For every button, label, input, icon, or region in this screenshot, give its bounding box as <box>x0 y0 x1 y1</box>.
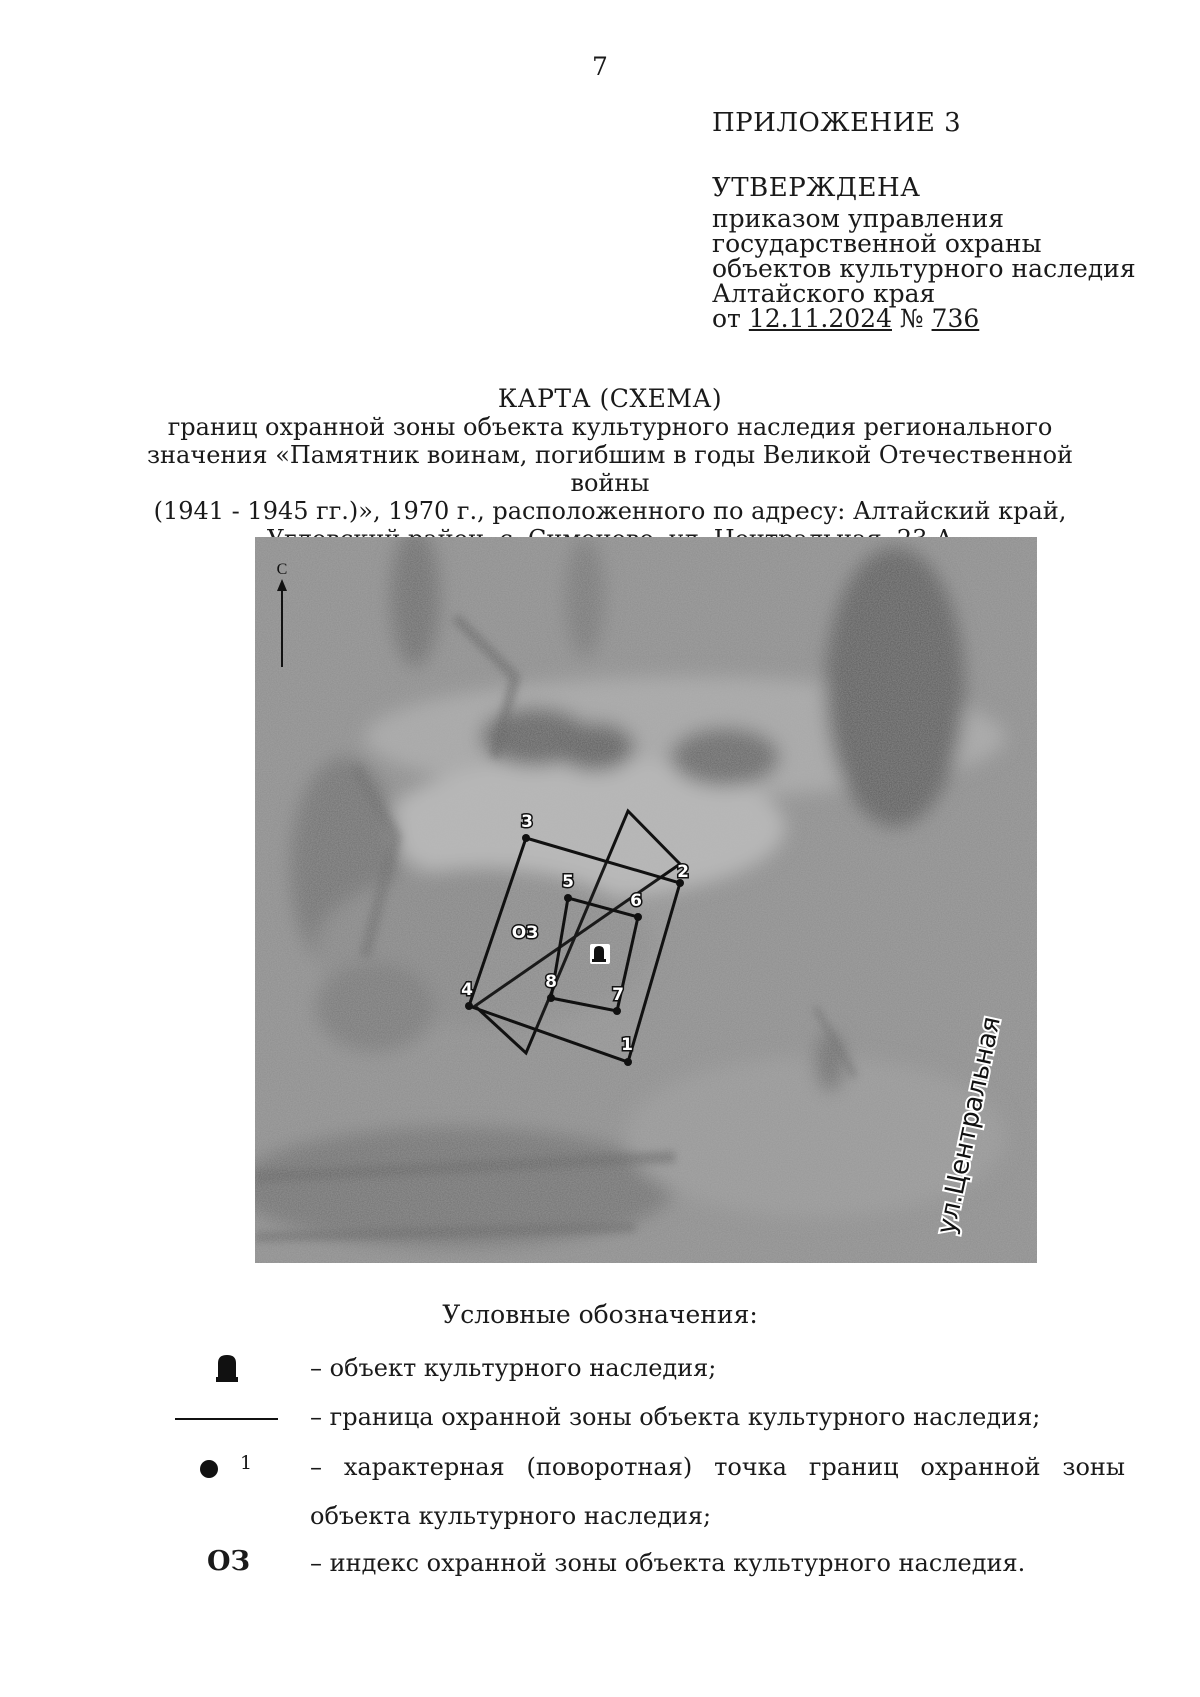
approval-line: государственной охраны <box>712 229 1042 258</box>
approval-line: объектов культурного наследия <box>712 254 1136 283</box>
map-scheme <box>255 537 1037 1263</box>
boundary-point-1 <box>624 1058 632 1066</box>
point-label-6: 6 <box>630 891 642 911</box>
approval-number: 736 <box>931 304 980 333</box>
date-prefix: от <box>712 304 749 333</box>
point-label-4: 4 <box>461 980 473 1000</box>
point-label-2: 2 <box>677 862 689 882</box>
legend-text-index: – индекс охранной зоны объекта культурного наследия. <box>310 1549 1026 1577</box>
point-marker-sample <box>200 1460 218 1478</box>
zone-index-label: ОЗ <box>511 923 539 943</box>
legend-text-point: – характерная (поворотная) точка границ охранной зоны объекта культурного наследия; <box>310 1453 1125 1530</box>
map-title-block <box>130 385 1090 553</box>
point-label-8: 8 <box>545 972 557 992</box>
boundary-point-8 <box>547 994 555 1002</box>
boundary-point-5 <box>564 894 572 902</box>
boundary-line-sample <box>175 1418 278 1420</box>
approval-heading: УТВЕРЖДЕНА <box>712 173 921 203</box>
appendix-label: ПРИЛОЖЕНИЕ 3 <box>712 108 962 138</box>
legend-heading: Условные обозначения: <box>442 1300 758 1329</box>
point-label-3: 3 <box>521 812 533 832</box>
map-description-line: (1941 - 1945 гг.)», 1970 г., расположенного по адресу: Алтайский край, <box>153 497 1067 525</box>
street-label: ул.Центральная <box>931 1013 1007 1237</box>
approval-block <box>712 173 1136 331</box>
legend-text-boundary: – граница охранной зоны объекта культурного наследия; <box>310 1403 1041 1431</box>
boundary-point-3 <box>522 834 530 842</box>
approval-date-line <box>712 306 1136 331</box>
point-label-7: 7 <box>612 985 624 1005</box>
monument-icon <box>590 944 610 964</box>
map-description-line: границ охранной зоны объекта культурного наследия регионального <box>167 413 1053 441</box>
point-label-1: 1 <box>621 1035 633 1055</box>
approval-line: приказом управления <box>712 204 1005 233</box>
number-sign: № <box>891 304 932 333</box>
legend-text-object: – объект культурного наследия; <box>310 1354 717 1382</box>
monument-icon <box>214 1352 240 1384</box>
page-number: 7 <box>592 52 608 81</box>
boundary-point-7 <box>613 1007 621 1015</box>
north-label: С <box>276 561 288 578</box>
zone-index-sample: ОЗ <box>207 1546 250 1577</box>
approval-line: Алтайского края <box>712 279 936 308</box>
boundary-point-4 <box>465 1002 473 1010</box>
point-number-sample: 1 <box>240 1452 253 1474</box>
map-title: КАРТА (СХЕМА) <box>497 384 723 413</box>
approval-date: 12.11.2024 <box>748 304 892 333</box>
point-label-5: 5 <box>562 872 574 892</box>
boundary-point-6 <box>634 913 642 921</box>
map-description-line: значения «Памятник воинам, погибшим в годы Великой Отечественной войны <box>146 441 1074 497</box>
